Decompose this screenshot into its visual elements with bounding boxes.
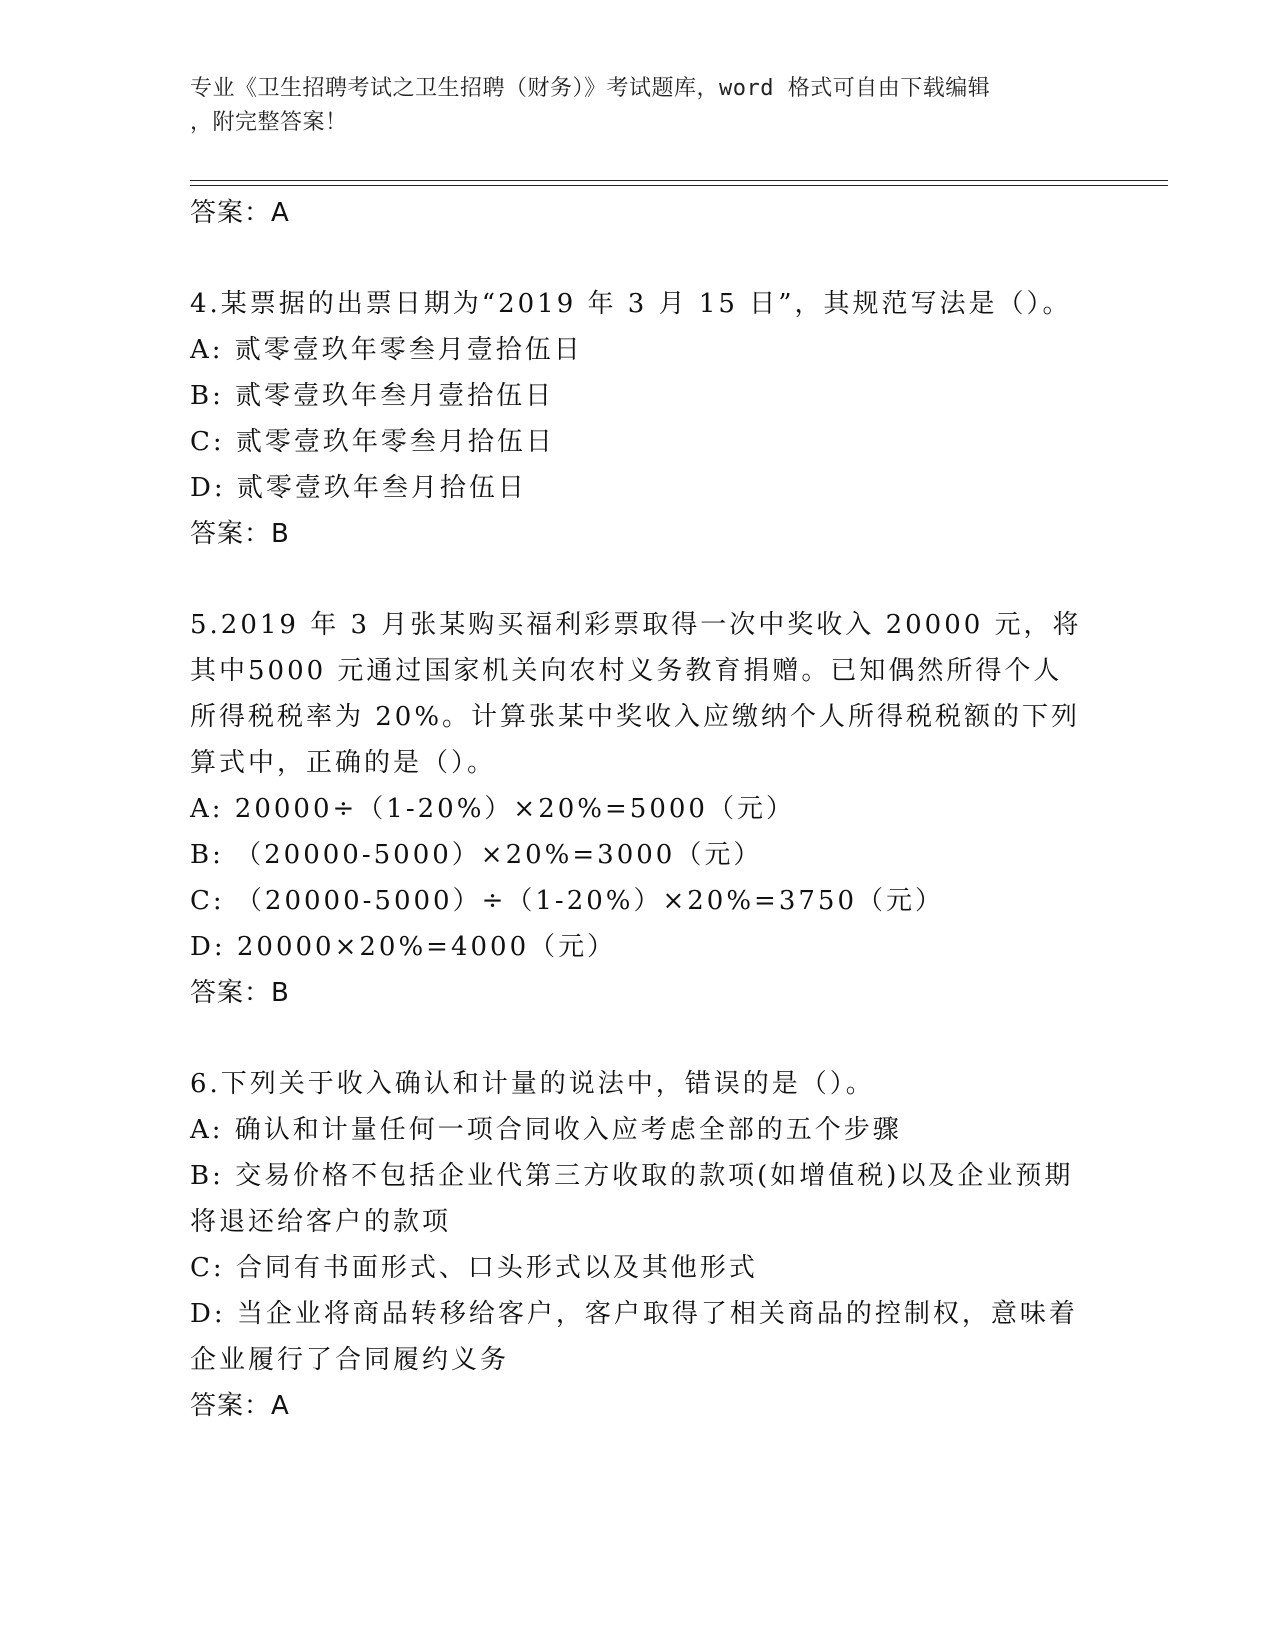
- question-list: [190, 190, 1090, 1429]
- option-c: C: 贰零壹玖年零叁月拾伍日: [190, 427, 555, 457]
- answer-label: 答案：A: [190, 198, 290, 228]
- option-a: A: 确认和计量任何一项合同收入应考虑全部的五个步骤: [190, 1115, 902, 1145]
- option-d: D: 贰零壹玖年叁月拾伍日: [190, 473, 527, 503]
- option-c: C: 合同有书面形式、口头形式以及其他形式: [190, 1253, 758, 1283]
- question-text: 6.下列关于收入确认和计量的说法中，错误的是（）。: [190, 1069, 875, 1099]
- document-header: [190, 72, 1080, 140]
- answer-label: 答案：B: [190, 519, 290, 549]
- option-b: B: （20000-5000）×20%=3000（元）: [190, 840, 763, 870]
- question-text: 5.2019 年 3 月张某购买福利彩票取得一次中奖收入 20000 元，将其中5000 元通过国家机关向农村义务教育捐赠。已知偶然所得个人所得税税率为 20%。计算张某中奖收入应缴纳个人所得税税额的下列算式中，正确的是（）。: [190, 610, 1082, 778]
- option-c: C: （20000-5000）÷（1-20%）×20%=3750（元）: [190, 886, 945, 916]
- header-divider-bottom: [190, 185, 1168, 186]
- header-line-1: 专业《卫生招聘考试之卫生招聘（财务）》考试题库，word 格式可自由下载编辑: [190, 76, 991, 101]
- question-text: 4.某票据的出票日期为“2019 年 3 月 15 日”，其规范写法是（）。: [190, 289, 1072, 319]
- answer-label: 答案：B: [190, 978, 290, 1008]
- answer-label: 答案：A: [190, 1391, 290, 1421]
- question-block-4: [190, 281, 1090, 557]
- option-b: B: 贰零壹玖年叁月壹拾伍日: [190, 381, 555, 411]
- option-a: A: 20000÷（1-20%）×20%=5000（元）: [190, 794, 795, 824]
- option-a: A: 贰零壹玖年零叁月壹拾伍日: [190, 335, 583, 365]
- option-d: D: 当企业将商品转移给客户，客户取得了相关商品的控制权，意味着企业履行了合同履约义务: [190, 1299, 1078, 1375]
- header-line-2: ，附完整答案！: [190, 110, 348, 135]
- option-d: D: 20000×20%=4000（元）: [190, 932, 617, 962]
- question-block-5: [190, 602, 1090, 1016]
- question-block-6: [190, 1061, 1090, 1429]
- header-divider-top: [190, 180, 1168, 181]
- option-b: B: 交易价格不包括企业代第三方收取的款项(如增值税)以及企业预期将退还给客户的款项: [190, 1161, 1074, 1237]
